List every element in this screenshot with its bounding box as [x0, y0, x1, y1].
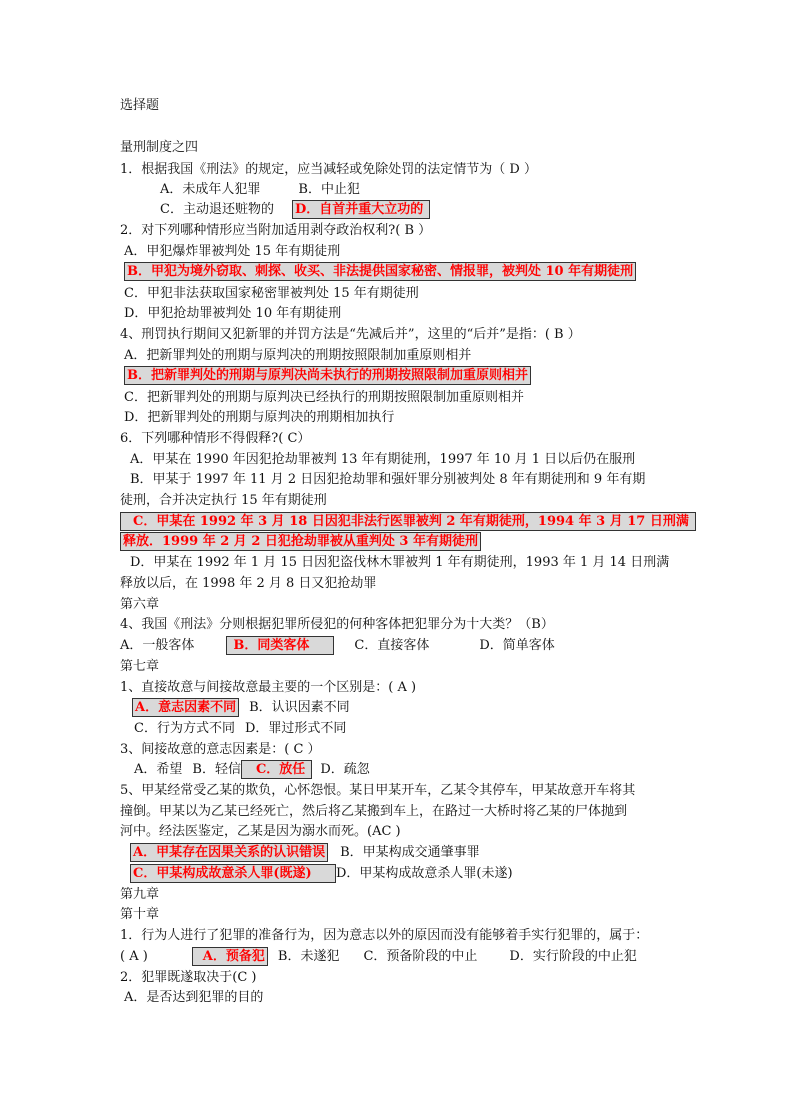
answer-highlight-row: [120, 512, 696, 532]
answer-highlight: A．预备犯: [192, 947, 268, 966]
option-a: A．把新罪判处的刑期与原判决的刑期按照限制加重原则相并: [124, 348, 472, 363]
option-d: D．简单客体: [479, 638, 555, 653]
question-text: 2．犯罪既遂取决于(C ): [120, 970, 257, 985]
option-a: A．希望: [134, 762, 183, 777]
option-d: D．甲某构成故意杀人罪(未遂): [336, 866, 513, 881]
option-b: B．轻信: [192, 762, 241, 777]
option-d: D．甲某在 1992 年 1 月 15 日因犯盗伐林木罪被判 1 年有期徒刑，1993 年 1 月 14 日刑满: [130, 555, 670, 570]
option-c: C．甲犯非法获取国家秘密罪被判处 15 年有期徒刑: [124, 286, 419, 301]
question-text: 1、直接故意与间接故意最主要的一个区别是：( A ): [120, 680, 417, 695]
section-heading: 选择题: [120, 98, 160, 113]
chapter-title: 第九章: [120, 887, 160, 902]
option-c: C．行为方式不同: [134, 721, 235, 736]
option-row: [132, 698, 350, 718]
option-row: [130, 843, 480, 863]
answer-highlight: B．同类客体: [226, 636, 334, 655]
answer-highlight: A．意志因素不同: [132, 698, 239, 717]
option-b: B．未遂犯: [277, 949, 340, 964]
option-c: C．主动退还赃物的: [160, 202, 274, 217]
option-row: [120, 947, 637, 967]
option-b: B．中止犯: [298, 182, 360, 197]
question-text: 5、甲某经常受乙某的欺负，心怀怨恨。某日甲某开车，乙某令其停车，甲某故意开车将其: [120, 783, 636, 798]
option-b: B．甲某构成交通肇事罪: [340, 845, 480, 860]
option-a: A．一般客体: [120, 638, 195, 653]
answer-key: ( A ): [120, 949, 148, 964]
option-b-continued: 徒刑，合并决定执行 15 年有期徒刑: [120, 493, 327, 508]
answer-highlight: C．甲某构成故意杀人罪(既遂): [130, 864, 336, 883]
option-d: D．把新罪判处的刑期与原判决的刑期相加执行: [124, 410, 395, 425]
answer-highlight: C．甲某在 1992 年 3 月 18 日因犯非法行医罪被判 2 年有期徒刑，1994 年 3 月 17 日刑满: [120, 512, 696, 531]
chapter-title: 第六章: [120, 597, 160, 612]
subsection-title: 量刑制度之四: [120, 140, 199, 155]
option-b: B．认识因素不同: [249, 700, 350, 715]
option-row: [134, 719, 346, 739]
answer-highlight: B．把新罪判处的刑期与原判决尚未执行的刑期按照限制加重原则相并: [124, 366, 531, 385]
chapter-title: 第七章: [120, 659, 160, 674]
option-row: [130, 864, 513, 884]
option-row: [160, 180, 360, 200]
option-row: [134, 760, 370, 780]
option-row: [160, 200, 430, 220]
question-text: 4、刑罚执行期间又犯新罪的并罚方法是“先减后并”，这里的“后并”是指：( B ）: [120, 327, 581, 342]
chapter-title: 第十章: [120, 907, 160, 922]
option-d: D．甲犯抢劫罪被判处 10 年有期徒刑: [124, 306, 342, 321]
option-c: C．预备阶段的中止: [363, 949, 478, 964]
answer-highlight-row: [124, 262, 636, 282]
option-a: A．是否达到犯罪的目的: [124, 990, 264, 1005]
answer-highlight: B．甲犯为境外窃取、刺探、收买、非法提供国家秘密、情报罪，被判处 10 年有期徒刑: [124, 262, 636, 281]
option-d: D．罪过形式不同: [244, 721, 347, 736]
question-text: 1．根据我国《刑法》的规定，应当减轻或免除处罚的法定情节为（ D ）: [120, 162, 537, 177]
answer-highlight-row: [120, 532, 481, 552]
answer-highlight: A．甲某存在因果关系的认识错误: [130, 843, 328, 862]
question-text: 6．下列哪种情形不得假释?( C）: [120, 431, 311, 446]
option-a: A．甲某在 1990 年因犯抢劫罪被判 13 年有期徒刑，1997 年 10 月 1 日以后仍在服刑: [130, 452, 636, 467]
question-text: 撞倒。甲某以为乙某已经死亡，然后将乙某搬到车上，在路过一大桥时将乙某的尸体抛到: [120, 804, 628, 819]
answer-highlight: D．自首并重大立功的: [292, 200, 430, 219]
question-text: 4、我国《刑法》分则根据犯罪所侵犯的何种客体把犯罪分为十大类？（B）: [120, 617, 554, 632]
option-b: B．甲某于 1997 年 11 月 2 日因犯抢劫罪和强奸罪分别被判处 8 年有期徒刑和 9 年有期: [130, 472, 646, 487]
option-d: D．疏忽: [320, 762, 370, 777]
option-c: C．直接客体: [354, 638, 430, 653]
option-c: C．把新罪判处的刑期与原判决已经执行的刑期按照限制加重原则相并: [124, 390, 524, 405]
option-d: D．实行阶段的中止犯: [509, 949, 637, 964]
option-a: A．甲犯爆炸罪被判处 15 年有期徒刑: [124, 244, 341, 259]
answer-highlight-row: [124, 366, 531, 386]
answer-highlight: C．放任: [241, 760, 312, 779]
question-text: 河中。经法医鉴定，乙某是因为溺水而死。(AC ): [120, 824, 401, 839]
option-a: A．未成年人犯罪: [160, 182, 261, 197]
question-text: 1．行为人进行了犯罪的准备行为，因为意志以外的原因而没有能够着手实行犯罪的，属于：: [120, 928, 649, 943]
question-text: 3、间接故意的意志因素是：( C ）: [120, 742, 321, 757]
option-d-continued: 释放以后，在 1998 年 2 月 8 日又犯抢劫罪: [120, 576, 377, 591]
question-text: 2．对下列哪种情形应当附加适用剥夺政治权利?( B ）: [120, 223, 432, 238]
option-row: [120, 636, 555, 656]
answer-highlight: 释放．1999 年 2 月 2 日犯抢劫罪被从重判处 3 年有期徒刑: [120, 532, 481, 551]
